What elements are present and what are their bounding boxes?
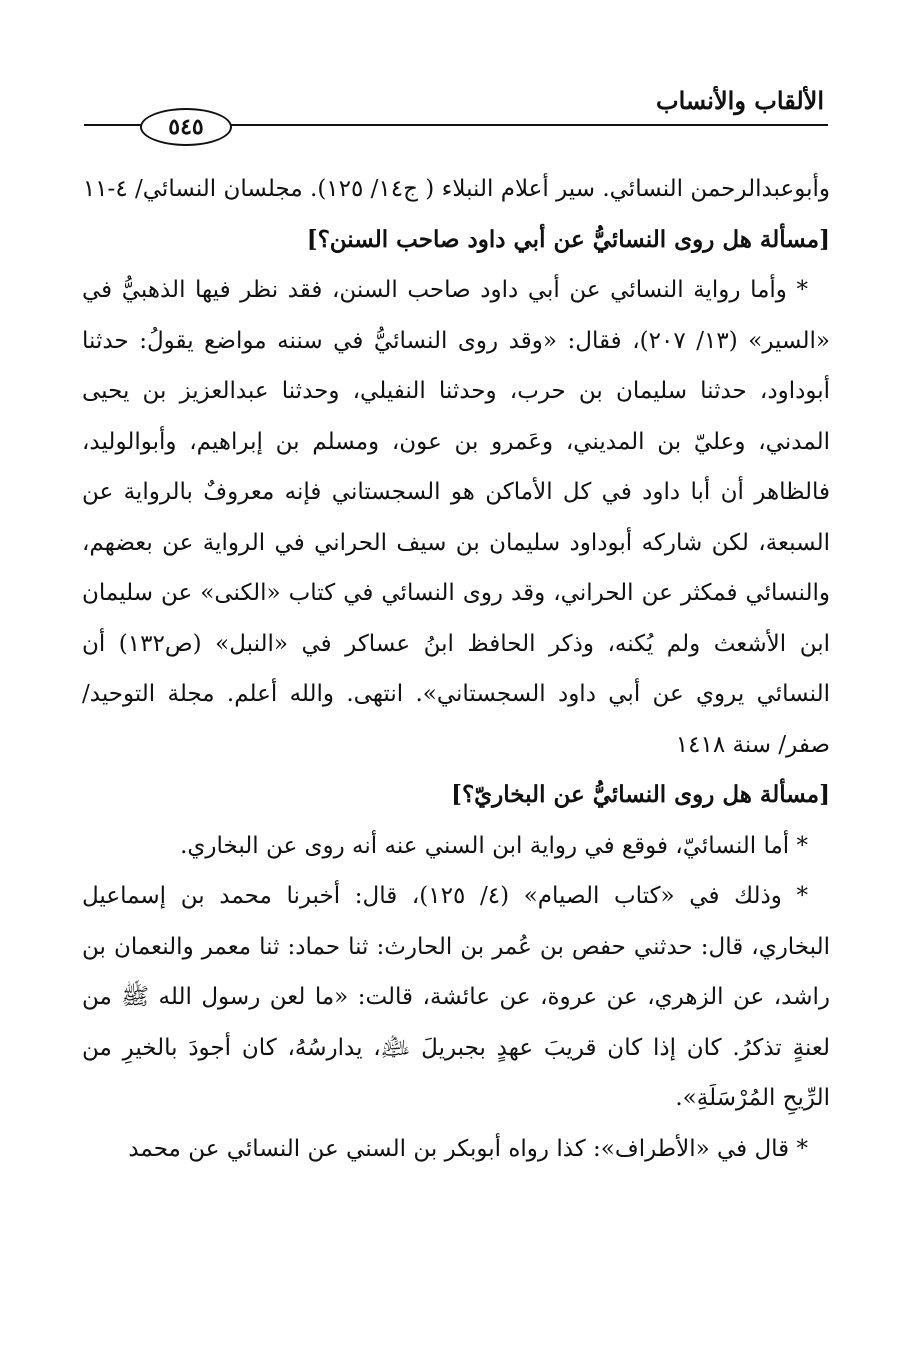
paragraph-atraf: * قال في «الأطراف»: كذا رواه أبوبكر بن السني عن النسائي عن محمد <box>128 1135 808 1162</box>
running-title: الألقاب والأنساب <box>655 86 824 115</box>
paragraph-bukhari-hadith: * وذلك في «كتاب الصيام» (٤/ ١٢٥)، قال: أخبرنا محمد بن إسماعيل البخاري، قال: حدثني حفص بن عُمر بن الحارث: ثنا حماد: ثنا معمر والنعمان بن راشد، عن الزهري، عن عروة، عن عائشة، قالت: «ما لعن رسول الله ﷺ من لعنةٍ تذكرُ. كان إذا كان قريبَ عهدٍ بجبريلَ ﵇، يدارسُهُ، كان أجودَ بالخيرِ من الرِّيحِ المُرْسَلَةِ». <box>82 883 830 1111</box>
section-heading-abu-dawud: [مسألة هل روى النسائيُّ عن أبي داود صاحب السنن؟] <box>306 225 830 253</box>
paragraph-citation: وأبوعبدالرحمن النسائي. سير أعلام النبلاء ( ج١٤/ ١٢٥). مجلسان النسائي/ ٤-١١ <box>82 176 830 202</box>
paragraph-bukhari-intro: * أما النسائيّ، فوقع في رواية ابن السني عنه أنه روى عن البخاري. <box>180 832 808 859</box>
body-text <box>82 164 830 1174</box>
paragraph-abu-dawud: * وأما رواية النسائي عن أبي داود صاحب السنن، فقد نظر فيها الذهبيُّ في «السير» (١٣/ ٢٠٧)، فقال: «وقد روى النسائيُّ في سننه مواضع يقولُ: حدثنا أبوداود، حدثنا سليمان بن حرب، وحدثنا النفيلي، وحدثنا عبدالعزيز بن يحيى المدني، وعليّ بن المديني، وعَمرو بن عون، ومسلم بن إبراهيم، وأبوالوليد، فالظاهر أن أبا داود في كل الأماكن هو السجستاني فإنه معروفٌ بالرواية عن السبعة، لكن شاركه أبوداود سليمان بن سيف الحراني في الرواية عن بعضهم، والنسائي فمكثر عن الحراني، وقد روى النسائي في كتاب «الكنى» عن سليمان ابن الأشعث ولم يُكنه، وذكر الحافظ ابنُ عساكر في «النبل» (ص١٣٢) أن النسائي يروي عن أبي داود السجستاني». انتهى. والله أعلم. مجلة التوحيد/ صفر/ سنة ١٤١٨ <box>82 277 830 758</box>
section-heading-bukhari: [مسألة هل روى النسائيُّ عن البخاريّ؟] <box>451 781 830 808</box>
page-number: ٥٤٥ <box>140 108 232 146</box>
